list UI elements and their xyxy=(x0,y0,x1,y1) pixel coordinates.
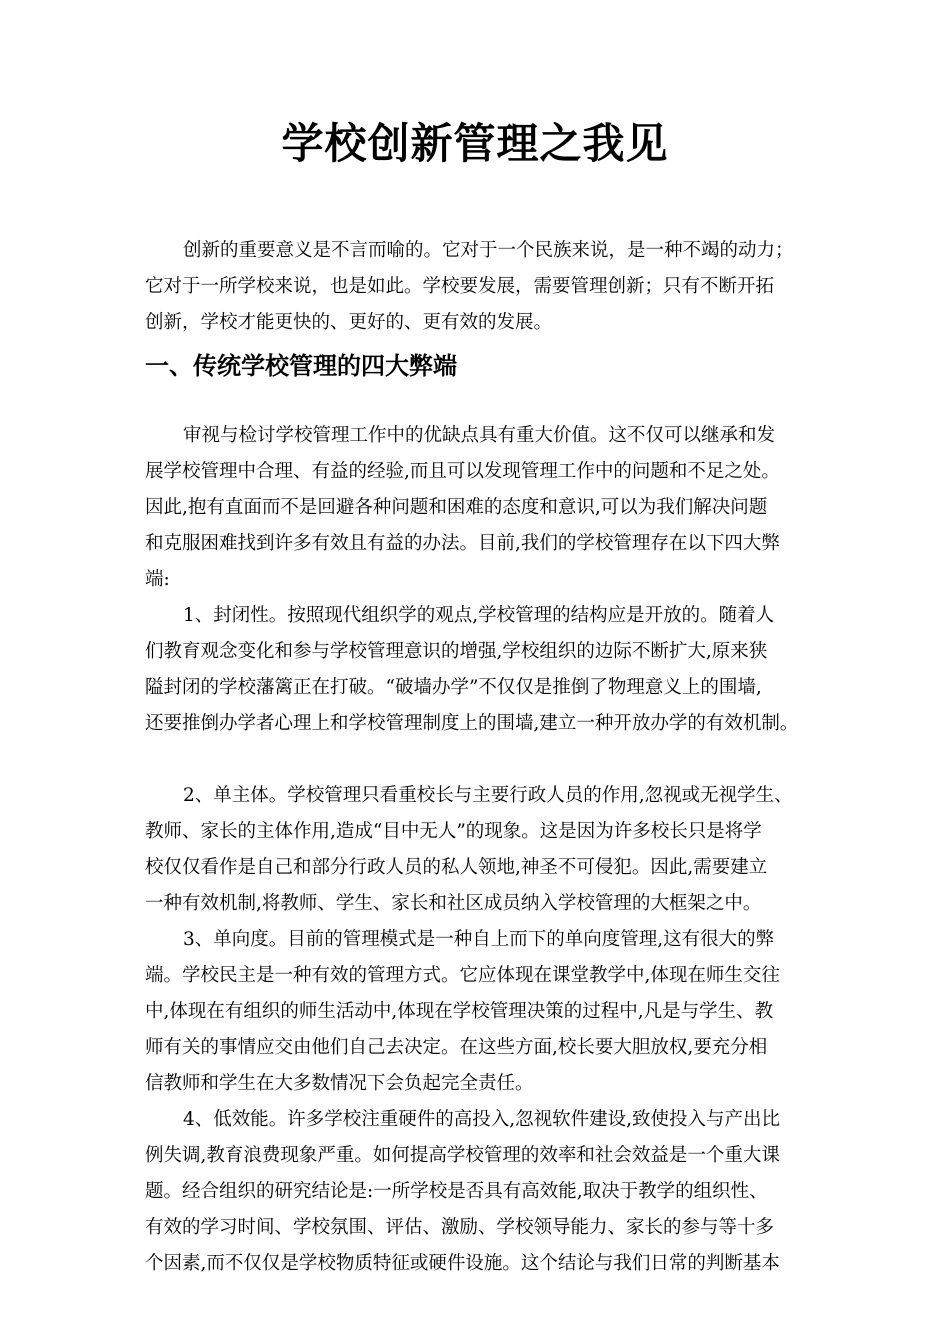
body-line: 端。学校民主是一种有效的管理方式。它应体现在课堂教学中,体现在师生交往 xyxy=(145,965,780,986)
blank-line xyxy=(145,742,821,778)
body-line: 一种有效机制,将教师、学生、家长和社区成员纳入学校管理的大框架之中。 xyxy=(145,893,762,914)
body-line: 信教师和学生在大多数情况下会负起完全责任。 xyxy=(145,1073,534,1094)
document-title: 学校创新管理之我见 xyxy=(281,119,669,168)
body-line: 还要推倒办学者心理上和学校管理制度上的围墙,建立一种开放办学的有效机制。 xyxy=(145,713,799,734)
intro-line: 创新，学校才能更快的、更好的、更有效的发展。 xyxy=(145,312,553,333)
body-line: 2、单主体。学校管理只看重校长与主要行政人员的作用,忽视或无视学生、 xyxy=(183,785,793,806)
body-line: 因此,抱有直面而不是回避各种问题和困难的态度和意识,可以为我们解决问题 xyxy=(145,497,768,518)
body-line: 们教育观念变化和参与学校管理意识的增强,学校组织的边际不断扩大,原来狭 xyxy=(145,641,768,662)
body-line: 4、低效能。许多学校注重硬件的高投入,忽视软件建设,致使投入与产出比 xyxy=(183,1109,781,1130)
body-line: 隘封闭的学校藩篱正在打破。“破墙办学”不仅仅是推倒了物理意义上的围墙, xyxy=(145,677,762,698)
body-line: 审视与检讨学校管理工作中的优缺点具有重大价值。这不仅可以继承和发 xyxy=(183,425,776,446)
section-body xyxy=(145,418,821,1282)
body-line: 个因素,而不仅仅是学校物质特征或硬件设施。这个结论与我们日常的判断基本 xyxy=(145,1253,780,1274)
section-heading: 一、传统学校管理的四大弊端 xyxy=(145,351,457,380)
intro-line: 创新的重要意义是不言而喻的。它对于一个民族来说，是一种不竭的动力； xyxy=(183,240,794,261)
body-line: 有效的学习时间、学校氛围、评估、激励、学校领导能力、家长的参与等十多 xyxy=(145,1217,775,1238)
body-line: 教师、家长的主体作用,造成“目中无人”的现象。这是因为许多校长只是将学 xyxy=(145,821,762,842)
body-line: 例失调,教育浪费现象严重。如何提高学校管理的效率和社会效益是一个重大课 xyxy=(145,1145,780,1166)
body-line: 题。经合组织的研究结论是:一所学校是否具有高效能,取决于教学的组织性、 xyxy=(145,1181,768,1202)
intro-line: 它对于一所学校来说，也是如此。学校要发展，需要管理创新；只有不断开拓 xyxy=(145,276,775,297)
body-line: 和克服困难找到许多有效且有益的办法。目前,我们的学校管理存在以下四大弊 xyxy=(145,533,780,554)
body-line: 中,体现在有组织的师生活动中,体现在学校管理决策的过程中,凡是与学生、教 xyxy=(145,1001,774,1022)
body-line: 校仅仅看作是自己和部分行政人员的私人领地,神圣不可侵犯。因此,需要建立 xyxy=(145,857,768,878)
body-line: 师有关的事情应交由他们自己去决定。在这些方面,校长要大胆放权,要充分相 xyxy=(145,1037,768,1058)
body-line: 3、单向度。目前的管理模式是一种自上而下的单向度管理,这有很大的弊 xyxy=(183,929,775,950)
body-line: 展学校管理中合理、有益的经验,而且可以发现管理工作中的问题和不足之处。 xyxy=(145,461,780,482)
body-line: 端: xyxy=(145,569,170,590)
intro-paragraph xyxy=(145,233,821,341)
body-line: 1、封闭性。按照现代组织学的观点,学校管理的结构应是开放的。随着人 xyxy=(183,605,775,626)
